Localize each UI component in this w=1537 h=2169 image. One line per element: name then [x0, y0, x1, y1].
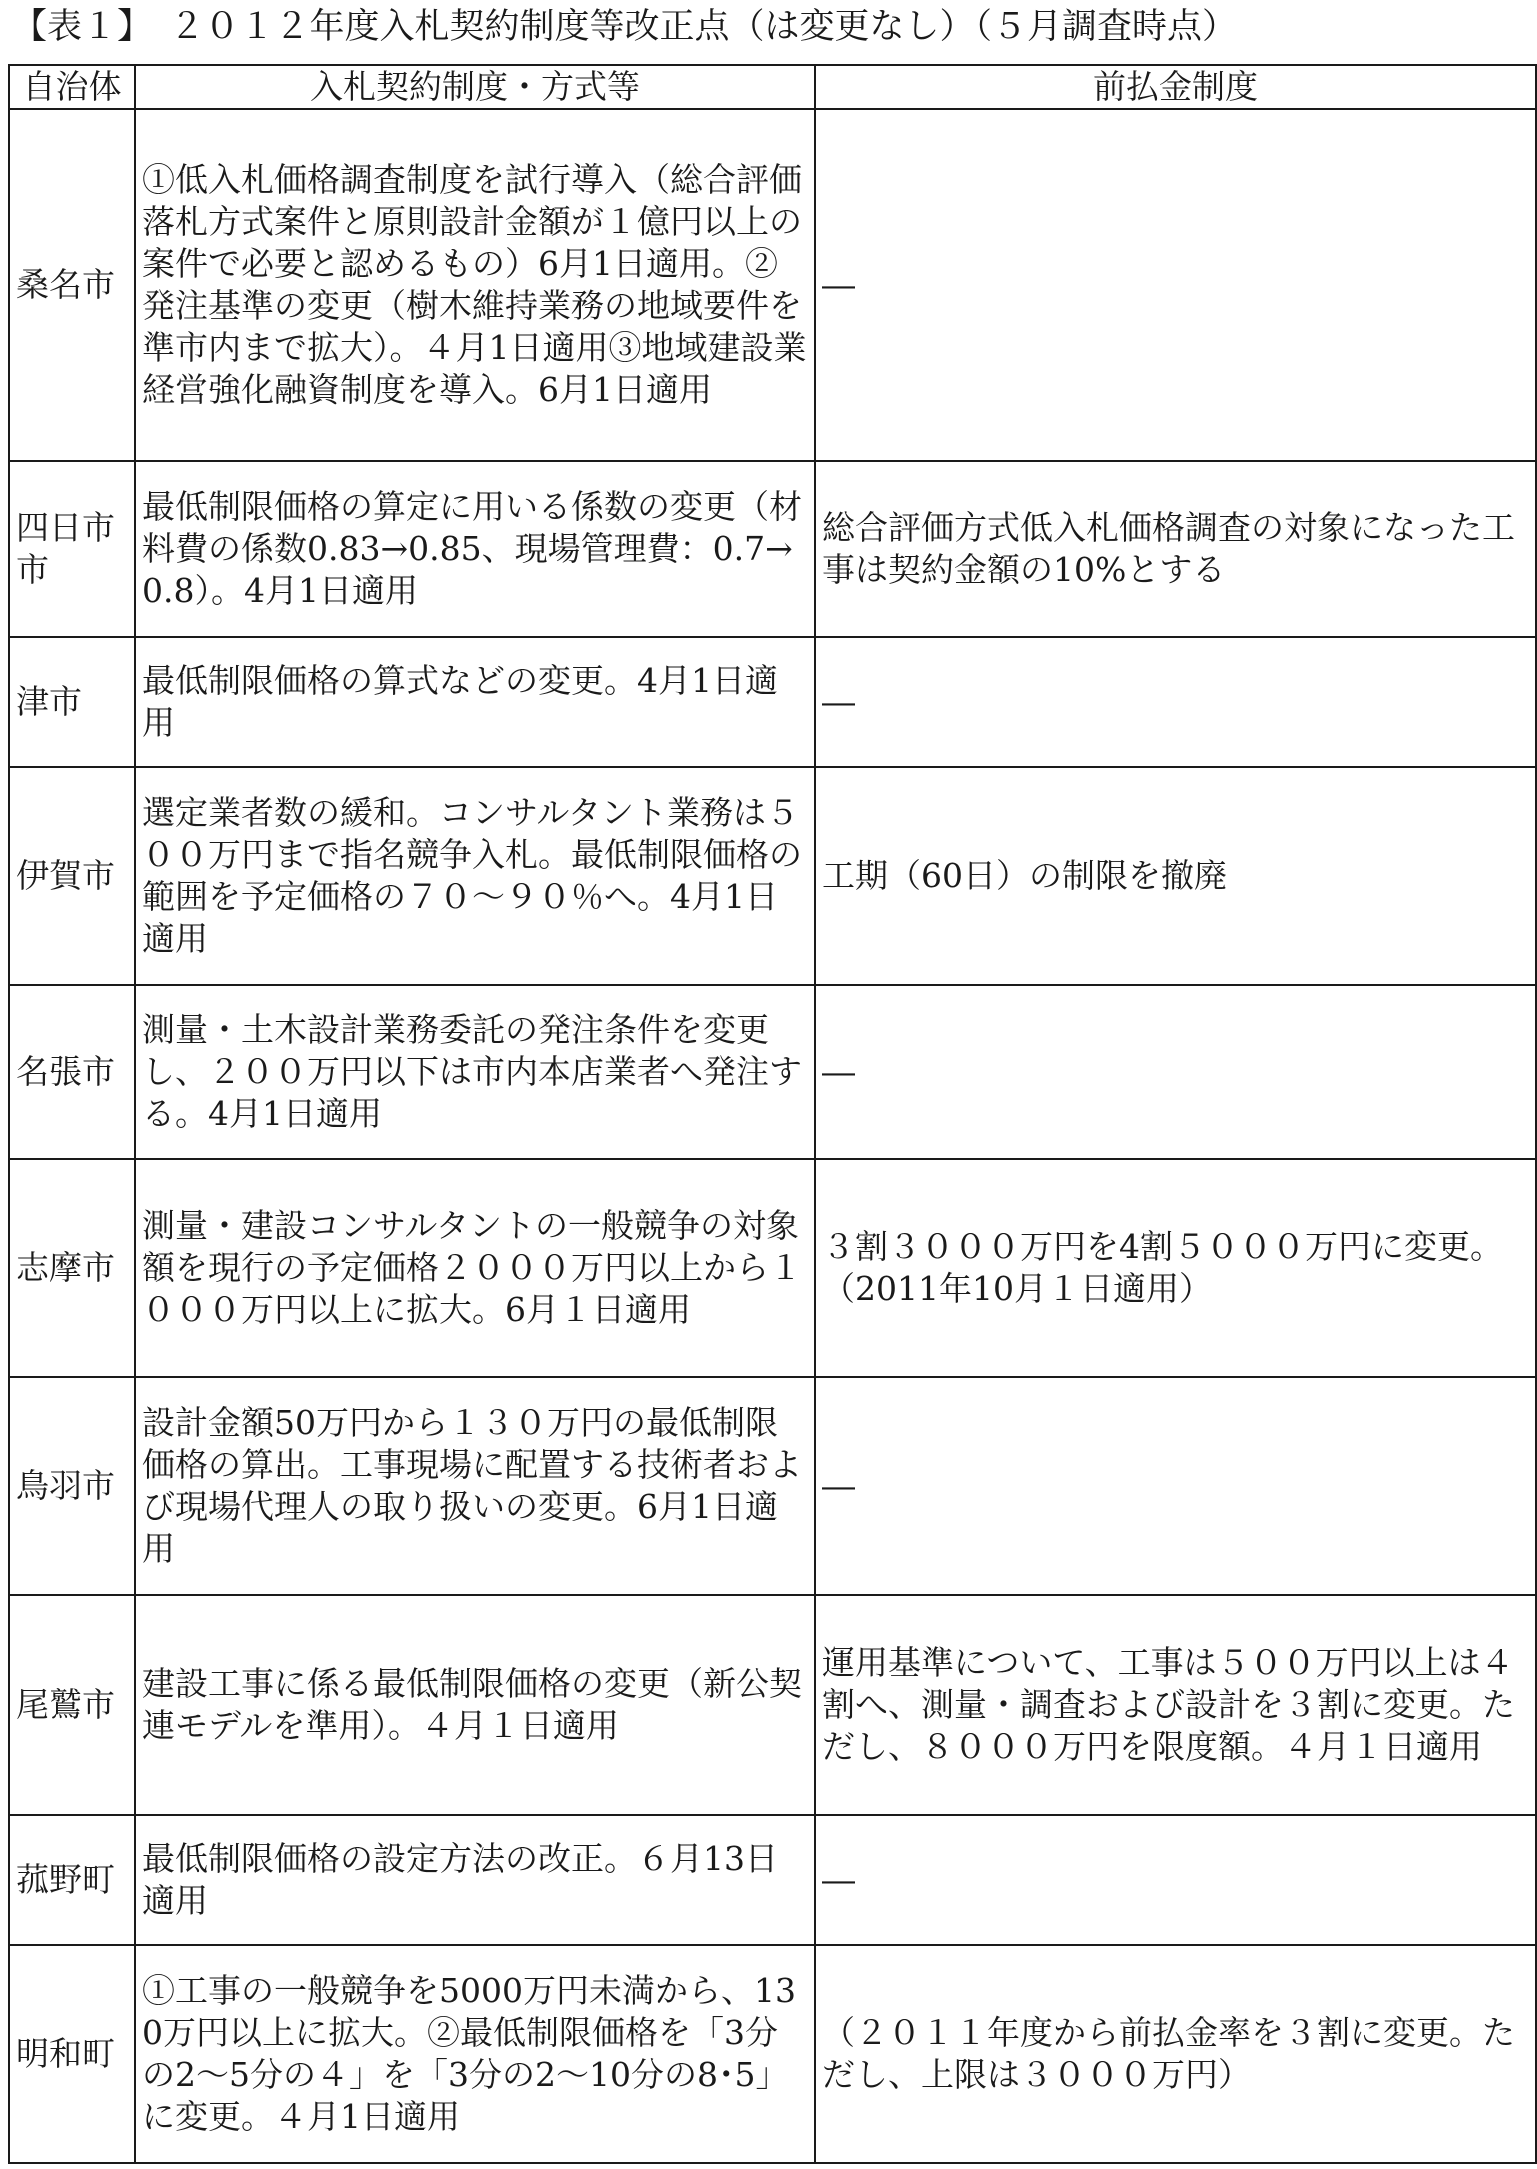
- advance-cell: ―: [815, 1815, 1536, 1945]
- municipality-cell: 桑名市: [9, 109, 135, 461]
- municipality-cell: 鳥羽市: [9, 1377, 135, 1595]
- header-bidding-system: 入札契約制度・方式等: [135, 65, 815, 109]
- advance-cell: ―: [815, 637, 1536, 767]
- table-row: [9, 1945, 1536, 2163]
- bidding-cell: ①工事の一般競争を5000万円未満から、130万円以上に拡大。②最低制限価格を「3分の2～5分の４」を「3分の2～10分の8･5」に変更。４月1日適用: [135, 1945, 815, 2163]
- bidding-cell: ①低入札価格調査制度を試行導入（総合評価落札方式案件と原則設計金額が１億円以上の案件で必要と認めるもの）6月1日適用。②発注基準の変更（樹木維持業務の地域要件を準市内まで拡大）。４月1日適用③地域建設業経営強化融資制度を導入。6月1日適用: [135, 109, 815, 461]
- municipality-cell: 尾鷲市: [9, 1595, 135, 1815]
- advance-cell: ―: [815, 985, 1536, 1159]
- municipality-cell: 伊賀市: [9, 767, 135, 985]
- bidding-cell: 選定業者数の緩和。コンサルタント業務は５００万円まで指名競争入札。最低制限価格の範囲を予定価格の７０～９０％へ。4月1日適用: [135, 767, 815, 985]
- bidding-cell: 建設工事に係る最低制限価格の変更（新公契連モデルを準用）。４月１日適用: [135, 1595, 815, 1815]
- advance-cell: ―: [815, 109, 1536, 461]
- advance-cell: 総合評価方式低入札価格調査の対象になった工事は契約金額の10%とする: [815, 461, 1536, 637]
- table-row: [9, 461, 1536, 637]
- bidding-cell: 最低制限価格の設定方法の改正。６月13日適用: [135, 1815, 815, 1945]
- municipality-cell: 明和町: [9, 1945, 135, 2163]
- table-row: [9, 1159, 1536, 1377]
- advance-cell: 工期（60日）の制限を撤廃: [815, 767, 1536, 985]
- table-row: [9, 1377, 1536, 1595]
- table-row: [9, 985, 1536, 1159]
- table-title: 【表１】 ２０１２年度入札契約制度等改正点（は変更なし）（５月調査時点）: [12, 7, 1238, 47]
- bidding-cell: 最低制限価格の算定に用いる係数の変更（材料費の係数0.83→0.85、現場管理費：0.7→0.8）。4月1日適用: [135, 461, 815, 637]
- table-row: [9, 1595, 1536, 1815]
- table-row: [9, 1815, 1536, 1945]
- advance-cell: ３割３０００万円を4割５０００万円に変更。（2011年10月１日適用）: [815, 1159, 1536, 1377]
- advance-cell: （２０１１年度から前払金率を３割に変更。ただし、上限は３０００万円）: [815, 1945, 1536, 2163]
- bidding-cell: 設計金額50万円から１３０万円の最低制限価格の算出。工事現場に配置する技術者および現場代理人の取り扱いの変更。6月1日適用: [135, 1377, 815, 1595]
- bidding-cell: 測量・土木設計業務委託の発注条件を変更し、２００万円以下は市内本店業者へ発注する。4月1日適用: [135, 985, 815, 1159]
- municipality-cell: 名張市: [9, 985, 135, 1159]
- table-row: [9, 637, 1536, 767]
- bidding-cell: 最低制限価格の算式などの変更。4月1日適用: [135, 637, 815, 767]
- municipality-cell: 四日市市: [9, 461, 135, 637]
- advance-cell: ―: [815, 1377, 1536, 1595]
- revision-table: [8, 64, 1537, 2164]
- municipality-cell: 志摩市: [9, 1159, 135, 1377]
- header-municipality: 自治体: [9, 65, 135, 109]
- table-row: [9, 109, 1536, 461]
- header-row: [9, 65, 1536, 109]
- header-advance-payment: 前払金制度: [815, 65, 1536, 109]
- advance-cell: 運用基準について、工事は５００万円以上は４割へ、測量・調査および設計を３割に変更。ただし、８０００万円を限度額。４月１日適用: [815, 1595, 1536, 1815]
- municipality-cell: 菰野町: [9, 1815, 135, 1945]
- table-row: [9, 767, 1536, 985]
- municipality-cell: 津市: [9, 637, 135, 767]
- bidding-cell: 測量・建設コンサルタントの一般競争の対象額を現行の予定価格２０００万円以上から１０００万円以上に拡大。6月１日適用: [135, 1159, 815, 1377]
